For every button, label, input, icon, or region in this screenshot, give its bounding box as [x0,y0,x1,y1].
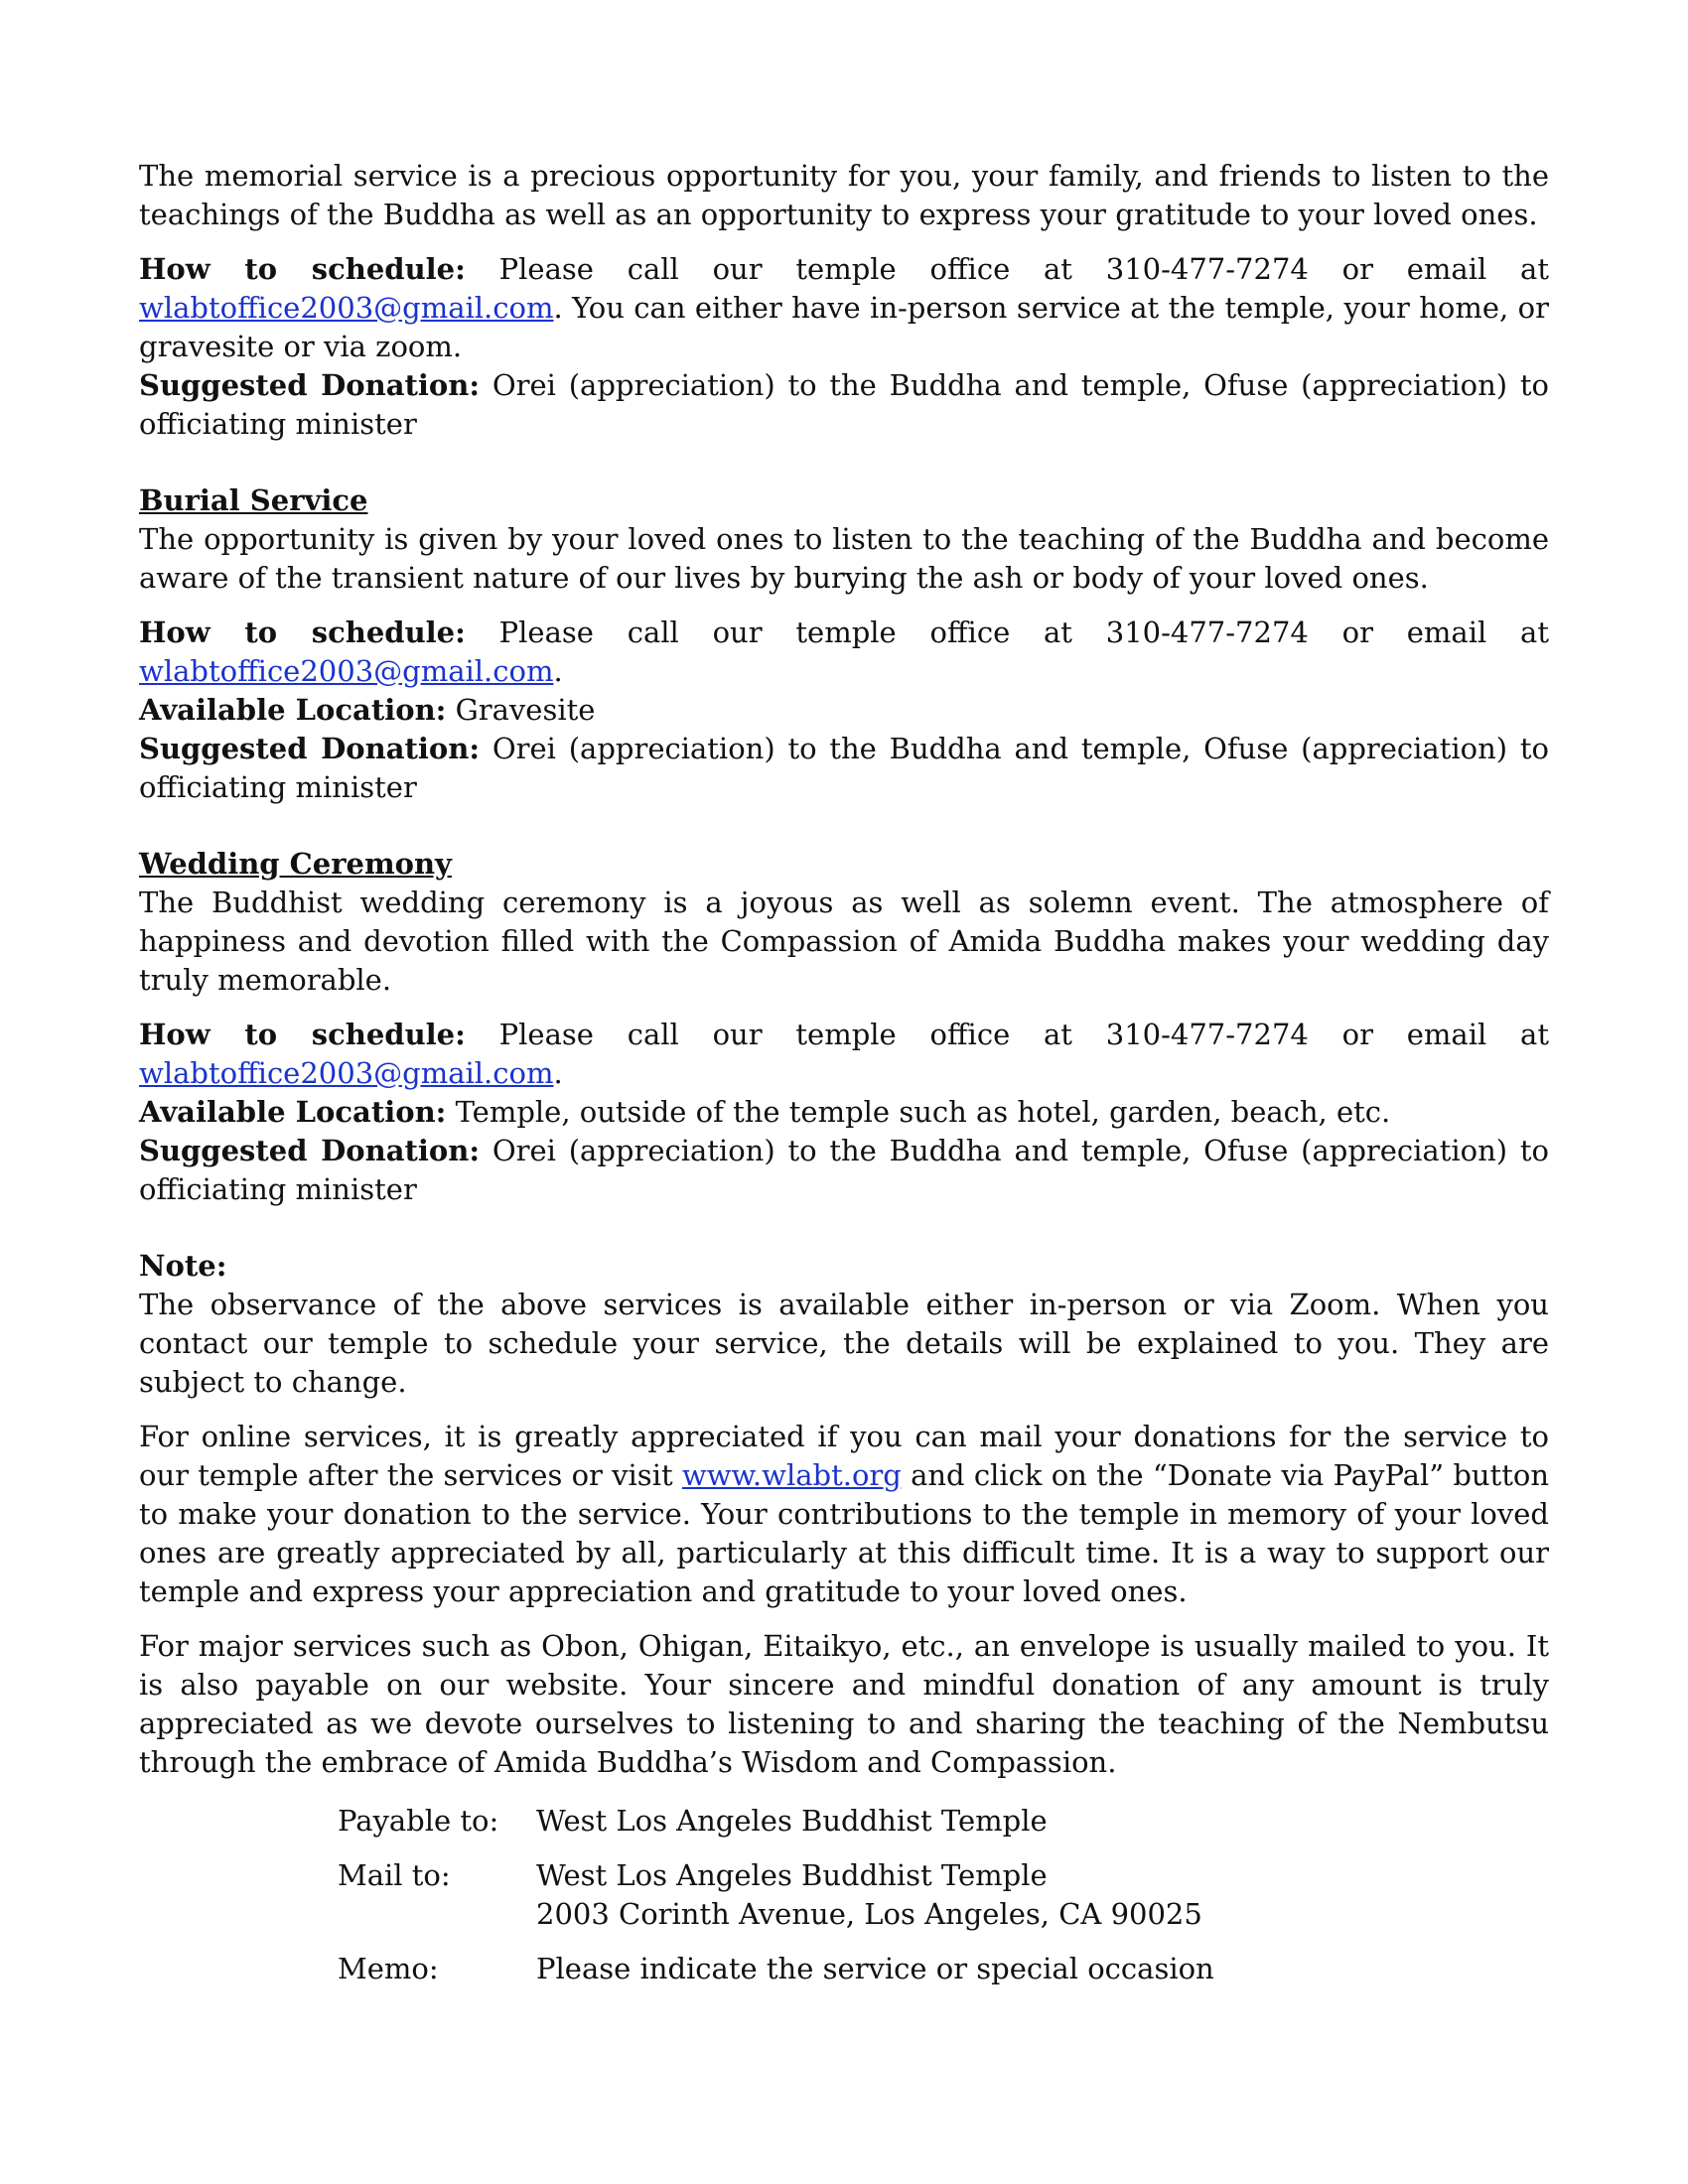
email-link[interactable]: wlabtoffice2003@gmail.com [139,291,554,325]
suggested-donation-label: Suggested Donation: [139,732,481,765]
suggested-donation-label: Suggested Donation: [139,1134,481,1167]
burial-location-value: Gravesite [455,693,596,727]
document-page [139,157,1549,2004]
memo-row [338,1950,1549,1988]
memorial-donation [139,366,1549,444]
memorial-schedule [139,250,1549,366]
wedding-heading: Wedding Ceremony [139,847,452,881]
schedule-text: Please call our temple office at 310-477-7274 or email at [498,252,1549,286]
how-to-schedule-label: How to schedule: [139,615,466,649]
available-location-label: Available Location: [139,693,447,727]
wedding-body: The Buddhist wedding ceremony is a joyous as well as solemn event. The atmosphere of happiness and devotion filled with the Compassion of Amida Buddha makes your wedding day truly memorable. [139,886,1549,997]
payable-value: West Los Angeles Buddhist Temple [536,1804,1048,1838]
payable-row [338,1802,1549,1841]
memorial-intro: The memorial service is a precious opportunity for you, your family, and friends to listen to the teachings of the Buddha as well as an opportunity to express your gratitude to your loved ones. [139,159,1549,231]
mail-name: West Los Angeles Buddhist Temple [536,1858,1048,1892]
wedding-location [139,1093,1549,1132]
mail-address: 2003 Corinth Avenue, Los Angeles, CA 90025 [536,1897,1202,1931]
note-paragraph-3: For major services such as Obon, Ohigan, Eitaikyo, etc., an envelope is usually mailed to you. It is also payable on our website. Your sincere and mindful donation of any amount is truly appreciated as we devote ourselves to listening to and sharing the teaching of the Nembutsu through the embrace of Amida Buddha’s Wisdom and Compassion. [139,1629,1549,1779]
wedding-location-value: Temple, outside of the temple such as hotel, garden, beach, etc. [455,1095,1391,1129]
burial-body: The opportunity is given by your loved ones to listen to the teaching of the Buddha and become aware of the transient nature of our lives by burying the ash or body of your loved ones. [139,522,1549,595]
available-location-label: Available Location: [139,1095,447,1129]
donation-text: Orei (appreciation) to the Buddha and temple, Ofuse (appreciation) to officiating minister [139,732,1549,804]
burial-email: wlabtoffice2003@gmail.com. [139,654,563,688]
payment-info [338,1802,1549,1988]
email-link[interactable]: wlabtoffice2003@gmail.com [139,654,554,688]
burial-heading: Burial Service [139,483,368,517]
wedding-email: wlabtoffice2003@gmail.com. [139,1056,563,1090]
suggested-donation-label: Suggested Donation: [139,368,481,402]
note-heading [139,1247,1549,1286]
schedule-text: Please call our temple office at 310-477-7274 or email at [498,615,1549,649]
burial-schedule [139,614,1549,652]
online-text-post: and click on the “Donate via PayPal” button to make your donation to the service. Your contributions to the temple in memory of your loved ones are greatly appreciated by all, particularly at this difficult time. It is a way to support our temple and express your appreciation and gratitude to your loved ones. [139,1458,1550,1608]
how-to-schedule-label: How to schedule: [139,252,466,286]
donation-text: Orei (appreciation) to the Buddha and temple, Ofuse (appreciation) to officiating minister [139,1134,1549,1206]
wedding-donation [139,1132,1549,1209]
memorial-schedule-suffix: . You can either have in-person service at the temple, your home, or gravesite or via zoom. [139,291,1549,363]
how-to-schedule-label: How to schedule: [139,1018,466,1051]
wedding-schedule [139,1016,1549,1054]
note-paragraph-1: The observance of the above services is available either in-person or via Zoom. When you contact our temple to schedule your service, the details will be explained to you. They are subject to change. [139,1288,1549,1399]
online-text-pre: For online services, it is greatly appreciated if you can mail your donations for the service to our temple after the services or visit [139,1420,1549,1492]
mail-row [338,1856,1549,1934]
schedule-text: Please call our temple office at 310-477-7274 or email at [498,1018,1549,1051]
mail-value [536,1856,1549,1934]
burial-donation [139,730,1549,807]
note-label: Note: [139,1249,227,1283]
website-link[interactable]: www.wlabt.org [681,1458,902,1492]
memo-label: Memo: [338,1952,439,1985]
donation-text: Orei (appreciation) to the Buddha and temple, Ofuse (appreciation) to officiating minister [139,368,1549,441]
note-paragraph-2 [139,1418,1549,1611]
payable-label: Payable to: [338,1804,499,1838]
email-link[interactable]: wlabtoffice2003@gmail.com [139,1056,554,1090]
mail-label: Mail to: [338,1858,451,1892]
memo-value: Please indicate the service or special occasion [536,1952,1214,1985]
burial-location [139,691,1549,730]
